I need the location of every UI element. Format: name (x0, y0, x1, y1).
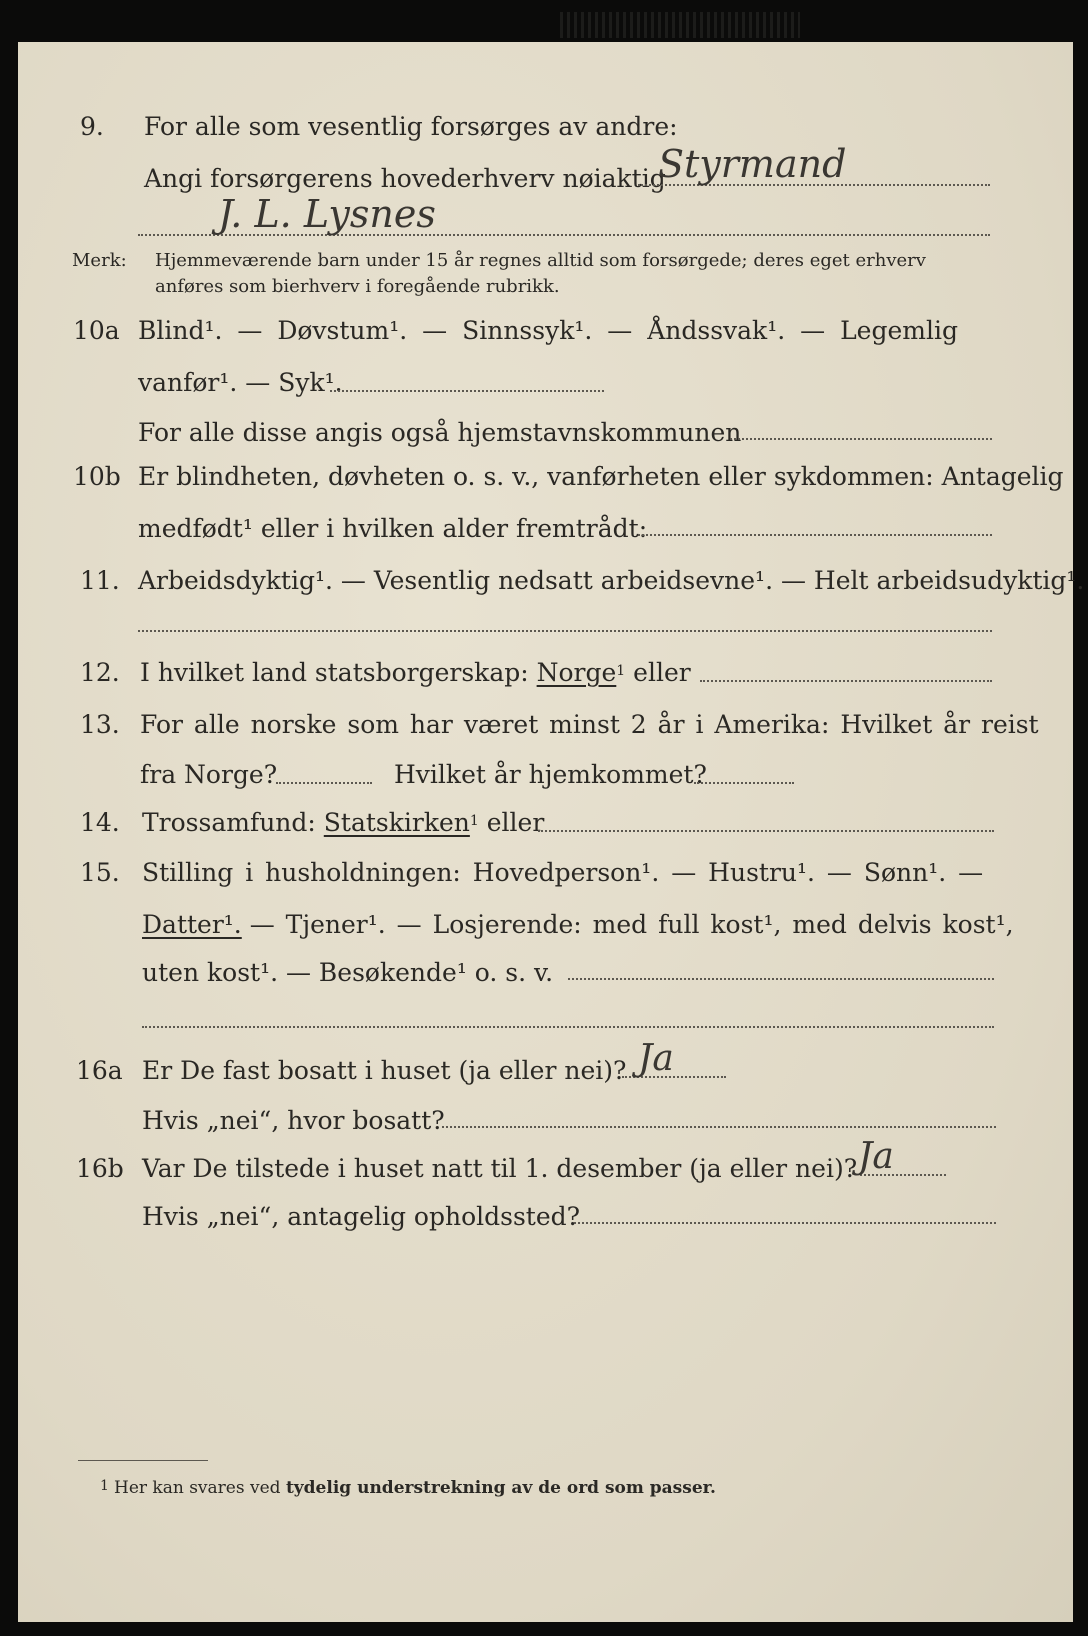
q16a-number: 16a (76, 1056, 123, 1085)
q11-text-1: Arbeidsdyktig¹. — Vesentlig nedsatt arbeidsevne¹. — Helt arbeidsudyktig¹. (138, 566, 1085, 595)
scan-edge-marks (560, 12, 800, 38)
q12-prefix: I hvilket land statsborgerskap: (140, 658, 529, 687)
q10a-answer-line-1 (330, 390, 604, 392)
q10b-text-1: Er blindheten, døvheten o. s. v., vanførheten eller sykdommen: Antagelig (138, 462, 1064, 491)
q13-answer-line-1 (276, 782, 372, 784)
q9-number: 9. (80, 112, 104, 141)
q14-text (142, 808, 544, 838)
q14-prefix: Trossamfund: (142, 808, 316, 837)
q15-text-2-rest: — Tjener¹. — Losjerende: med full kost¹, med delvis kost¹, (249, 910, 1014, 939)
merk-label: Merk: (72, 250, 127, 271)
q13-answer-line-2 (694, 782, 794, 784)
q10a-answer-line-2 (730, 438, 992, 440)
merk-text-1: Hjemmeværende barn under 15 år regnes alltid som forsørgede; deres eget erhverv (155, 250, 926, 271)
q10a-text-1: Blind¹. — Døvstum¹. — Sinnssyk¹. — Åndssvak¹. — Legemlig (138, 316, 958, 345)
q15-answer-line-1 (568, 978, 994, 980)
q12-text (140, 658, 691, 688)
merk-text-2: anføres som bierhverv i foregående rubrikk. (155, 276, 560, 297)
q13-text-2b: Hvilket år hjemkommet? (394, 760, 707, 789)
q11-number: 11. (80, 566, 120, 595)
q12-footnote-mark: 1 (616, 663, 626, 679)
q9-handwriting-2: J. L. Lysnes (218, 192, 436, 236)
q16a-answer-line-2 (442, 1126, 996, 1128)
q13-text-1: For alle norske som har været minst 2 år i Amerika: Hvilket år reist (140, 710, 1039, 739)
q14-number: 14. (80, 808, 120, 837)
footnote-prefix: Her kan svares ved (114, 1478, 281, 1498)
q14-statskirken-underlined: Statskirken (323, 808, 470, 837)
q16a-handwritten-answer: Ja (638, 1038, 674, 1079)
q10a-number: 10a (73, 316, 120, 345)
q14-answer-line (538, 830, 994, 832)
q10a-text-3: For alle disse angis også hjemstavnskommunen (138, 418, 742, 447)
footnote-bold-text: tydelig understrekning av de ord som passer. (285, 1478, 716, 1498)
q10b-number: 10b (73, 462, 121, 491)
q16b-number: 16b (76, 1154, 124, 1183)
q15-text-3: uten kost¹. — Besøkende¹ o. s. v. (142, 958, 554, 987)
q12-norge-underlined: Norge (536, 658, 617, 687)
q13-number: 13. (80, 710, 120, 739)
q12-answer-line (700, 680, 992, 682)
census-form-page (18, 42, 1085, 1622)
q16a-text-1: Er De fast bosatt i huset (ja eller nei)? (142, 1056, 627, 1085)
q15-datter-underlined: Datter¹. (142, 910, 242, 939)
q14-footnote-mark: 1 (469, 813, 479, 829)
q16a-text-2: Hvis „nei“, hvor bosatt? (142, 1106, 445, 1135)
q13-text-2a: fra Norge? (140, 760, 278, 789)
q15-answer-line-2 (142, 1026, 994, 1028)
q15-text-1: Stilling i husholdningen: Hovedperson¹. — Hustru¹. — Sønn¹. — (142, 858, 984, 887)
q10a-text-2: vanfør¹. — Syk¹. (138, 368, 343, 397)
q10b-text-2: medfødt¹ eller i hvilken alder fremtrådt: (138, 514, 648, 543)
q11-answer-line (138, 630, 992, 632)
q16b-answer-line-2 (574, 1222, 996, 1224)
q12-suffix: eller (633, 658, 691, 687)
q16b-text-1: Var De tilstede i huset natt til 1. desember (ja eller nei)? (142, 1154, 858, 1183)
q9-text-1: For alle som vesentlig forsørges av andre: (144, 112, 678, 141)
q15-number: 15. (80, 858, 120, 887)
footnote (100, 1478, 716, 1498)
q14-suffix: eller (486, 808, 545, 837)
q9-handwriting-1: Styrmand (658, 142, 847, 186)
q10b-answer-line (638, 534, 992, 536)
q9-text-2: Angi forsørgerens hovederhverv nøiaktig (144, 164, 666, 193)
footnote-mark: 1 (100, 1478, 109, 1494)
footnote-divider (78, 1460, 208, 1461)
q12-number: 12. (80, 658, 120, 687)
q16b-handwritten-answer: Ja (858, 1136, 894, 1177)
q15-text-2 (142, 910, 1014, 940)
q16b-text-2: Hvis „nei“, antagelig opholdssted? (142, 1202, 581, 1231)
